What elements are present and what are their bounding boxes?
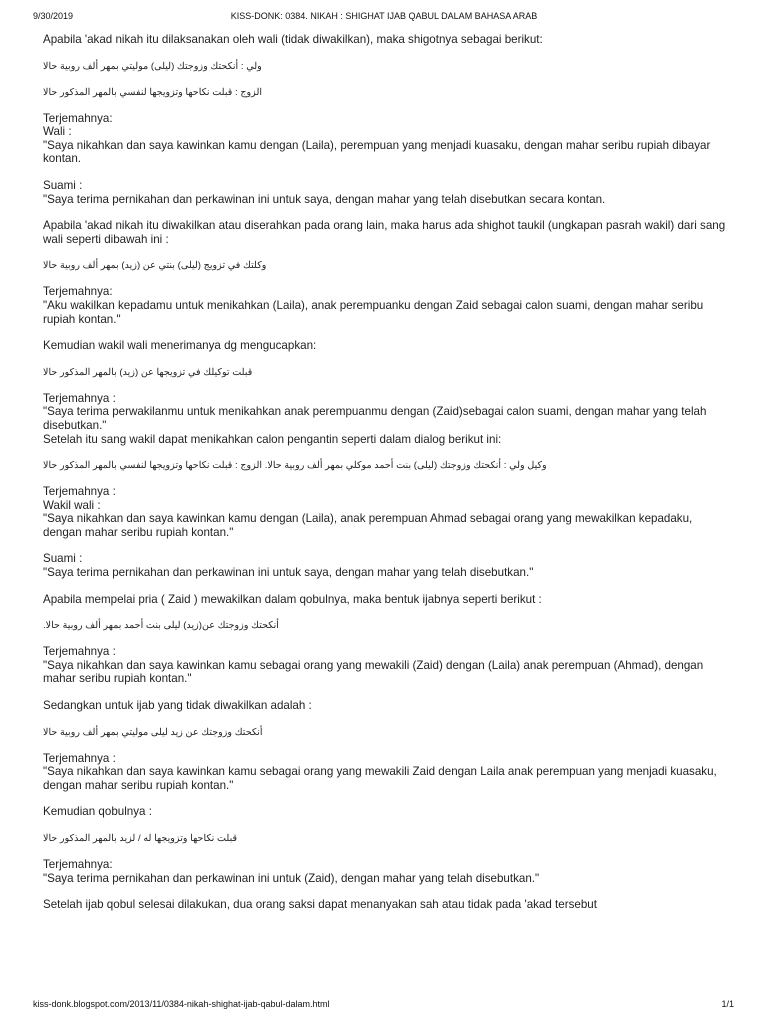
paragraph-intro-wali: Apabila 'akad nikah itu dilaksanakan oleh wali (tidak diwakilkan), maka shigotnya sebagai berikut: [43, 33, 543, 46]
translation-text: "Aku wakilkan kepadamu untuk menikahkan (Laila), anak perempuanku dengan Zaid sebagai calon suami, dengan mahar seribu rupiah kontan." [43, 298, 704, 326]
arabic-wakil-dialog: وكيل ولي : أنكحتك وزوجتك (ليلى) بنت أحمد موكلي بمهر ألف روبية حالا. الزوج : قبلت نكاحها وتزويجها لنفسي بالمهر المذكور حالا [43, 460, 547, 472]
translation-text: "Saya terima perwakilanmu untuk menikahkan anak perempuanmu dengan (Zaid)sebagai calon suami, dengan mahar yang telah disebutkan." [43, 405, 707, 432]
arabic-qobul: قبلت نكاحها وتزويجها له / لزيد بالمهر المذكور حالا [43, 833, 238, 844]
translation-heading: Terjemahnya: [43, 111, 113, 125]
paragraph-ijab-direct: Sedangkan untuk ijab yang tidak diwakilkan adalah : [43, 699, 312, 713]
arabic-taukil: وكلتك في تزويج (ليلى) بنتي عن (زيد) بمهر ألف روبية حالا [43, 260, 267, 272]
paragraph-qobul-heading: Kemudian qobulnya : [43, 805, 152, 819]
translation-heading: Terjemahnya : [43, 391, 116, 405]
translation-heading: Terjemahnya : [43, 485, 116, 499]
paragraph-wakil-dialog: Setelah itu sang wakil dapat menikahkan calon pengantin seperti dalam dialog berikut ini: [43, 432, 502, 446]
translation-heading: Terjemahnya : [43, 751, 116, 765]
arabic-ijab-wali: ولي : أنكحتك وزوجتك (ليلى) موليتي بمهر ألف روبية حالا [43, 60, 262, 72]
translation-heading: Terjemahnya: [43, 285, 113, 299]
paragraph-closing: Setelah ijab qobul selesai dilakukan, dua orang saksi dapat menanyakan sah atau tidak pada 'akad tersebut [43, 898, 597, 912]
speaker-label-wali: Wali : [43, 125, 72, 139]
translation-text: "Saya nikahkan dan saya kawinkan kamu dengan (Laila), anak perempuan Ahmad sebagai orang yang mewakilkan kepadaku, dengan mahar seribu rupiah kontan." [43, 512, 693, 539]
footer-page-number: 1/1 [721, 999, 734, 1009]
footer-url: kiss-donk.blogspot.com/2013/11/0384-nikah-shighat-ijab-qabul-dalam.html [33, 999, 330, 1009]
speaker-label-suami: Suami : [43, 178, 83, 192]
header-date: 9/30/2019 [33, 11, 74, 21]
translation-heading: Terjemahnya: [43, 858, 113, 871]
paragraph-wakil-accept: Kemudian wakil wali menerimanya dg mengucapkan: [43, 339, 317, 353]
speaker-label-wakil-wali: Wakil wali : [43, 498, 101, 512]
translation-text: "Saya terima pernikahan dan perkawinan ini untuk (Zaid), dengan mahar yang telah disebutkan." [43, 871, 540, 885]
arabic-qabul-suami: الزوج : قبلت نكاحها وتزويجها لنفسي بالمهر المذكور حالا [43, 86, 263, 98]
arabic-ijab-direct: أنكحتك وزوجتك عن زيد ليلى موليتي بمهر ألف روبية حالا [43, 726, 263, 738]
article-body [43, 33, 728, 912]
translation-text: "Saya terima pernikahan dan perkawinan ini untuk saya, dengan mahar yang telah disebutkan." [43, 566, 534, 580]
paragraph-zaid-qobul: Apabila mempelai pria ( Zaid ) mewakilkan dalam qobulnya, maka bentuk ijabnya seperti berikut : [43, 592, 542, 606]
arabic-wakil-accept: قبلت توكيلك في تزويجها عن (زيد) بالمهر المذكور حالا [43, 366, 253, 378]
arabic-ijab-zaid: أنكحتك وزوجتك عن(زيد) ليلى بنت أحمد بمهر ألف روبية حالا. [43, 620, 279, 632]
translation-heading: Terjemahnya : [43, 645, 116, 659]
translation-text: "Saya nikahkan dan saya kawinkan kamu dengan (Laila), perempuan yang menjadi kuasaku, dengan mahar seribu rupiah dibayar kontan. [43, 138, 711, 166]
paragraph-taukil: Apabila 'akad nikah itu diwakilkan atau diserahkan pada orang lain, maka harus ada shighot taukil (ungkapan pasrah wakil) dari sang wali seperti dibawah ini : [43, 219, 726, 246]
translation-text: "Saya nikahkan dan saya kawinkan kamu sebagai orang yang mewakili Zaid dengan Laila anak perempuan yang menjadi kuasaku, dengan mahar seribu rupiah kontan." [43, 765, 717, 792]
translation-text: "Saya terima pernikahan dan perkawinan ini untuk saya, dengan mahar yang telah disebutkan secara kontan. [43, 192, 606, 206]
translation-text: "Saya nikahkan dan saya kawinkan kamu sebagai orang yang mewakili (Zaid) dengan (Laila) anak perempuan (Ahmad), dengan mahar seribu rupiah kontan." [43, 658, 704, 686]
speaker-label-suami: Suami : [43, 552, 83, 566]
header-title: KISS-DONK: 0384. NIKAH : SHIGHAT IJAB QABUL DALAM BAHASA ARAB [230, 11, 538, 21]
